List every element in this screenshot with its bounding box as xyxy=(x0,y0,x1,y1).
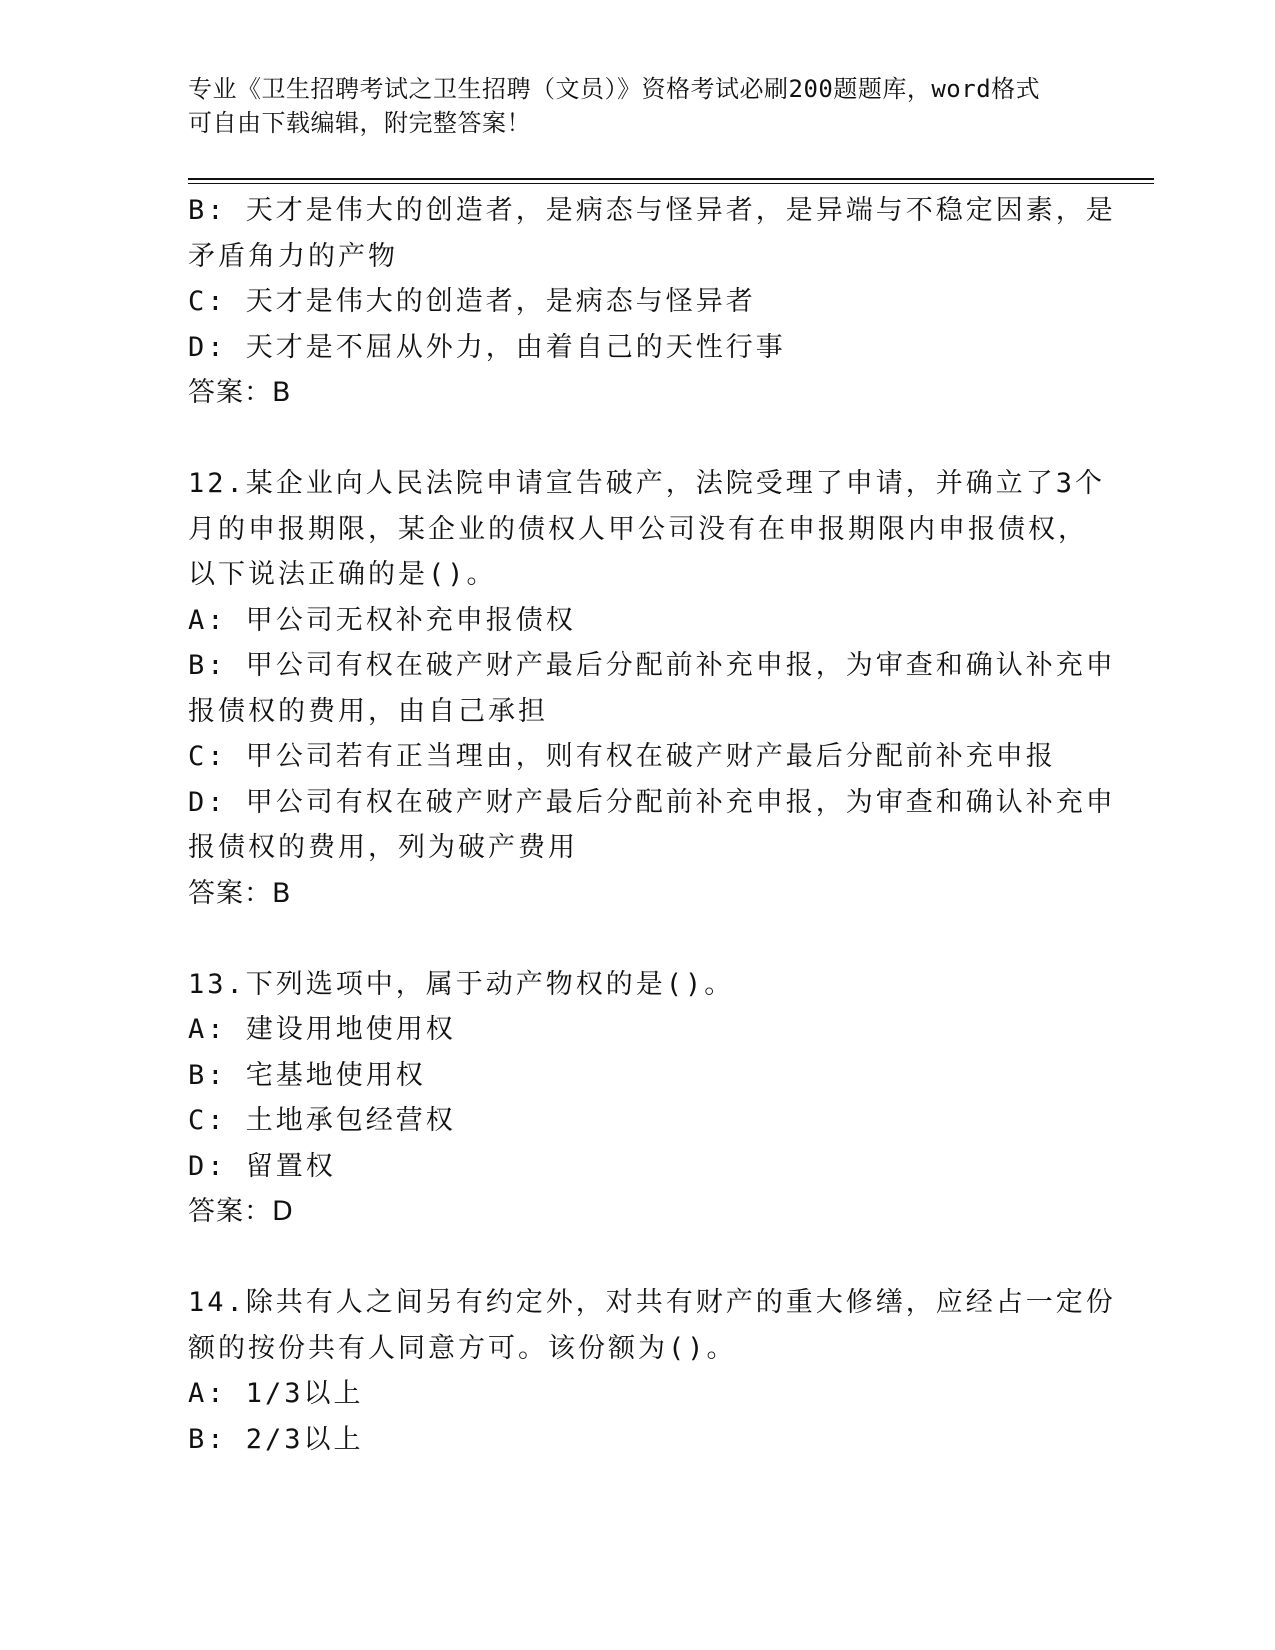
header-title-line-2: 可自由下载编辑，附完整答案！ xyxy=(188,109,531,137)
q12-option-c: C: 甲公司若有正当理由，则有权在破产财产最后分配前补充申报 xyxy=(188,741,1056,772)
q12-stem-line-2: 月的申报期限，某企业的债权人甲公司没有在申报期限内申报债权， xyxy=(188,513,1088,545)
q12-stem-line-1: 12.某企业向人民法院申请宣告破产，法院受理了申请，并确立了3个 xyxy=(188,468,1106,499)
q12-option-d-line-1: D: 甲公司有权在破产财产最后分配前补充申报，为审查和确认补充申 xyxy=(188,786,1116,818)
q14-stem-line-1: 14.除共有人之间另有约定外，对共有财产的重大修缮，应经占一定份 xyxy=(188,1287,1116,1318)
q14-option-a: A: 1/3以上 xyxy=(188,1378,364,1409)
q11-option-c: C: 天才是伟大的创造者，是病态与怪异者 xyxy=(188,286,756,317)
q13-option-d: D: 留置权 xyxy=(188,1150,336,1182)
q13-answer: 答案：D xyxy=(188,1196,294,1227)
spacer xyxy=(188,1235,1088,1281)
document-header xyxy=(188,72,1088,140)
q13-option-b: B: 宅基地使用权 xyxy=(188,1059,426,1091)
q12-option-a: A: 甲公司无权补充申报债权 xyxy=(188,604,576,636)
q13-option-c: C: 土地承包经营权 xyxy=(188,1105,456,1136)
question-content xyxy=(188,188,1116,1462)
q14-stem-line-2: 额的按份共有人同意方可。该份额为()。 xyxy=(188,1332,737,1364)
question-11 xyxy=(188,188,1116,416)
spacer xyxy=(188,916,1088,962)
header-divider xyxy=(188,178,1154,184)
q12-stem-line-3: 以下说法正确的是()。 xyxy=(188,559,497,590)
question-12 xyxy=(188,461,1116,916)
q11-option-d: D: 天才是不屈从外力，由着自己的天性行事 xyxy=(188,331,786,363)
header-title-line-1: 专业《卫生招聘考试之卫生招聘（文员）》资格考试必刷200题题库，word格式 xyxy=(188,75,1041,103)
question-13 xyxy=(188,962,1088,1235)
q11-answer: 答案：B xyxy=(188,377,292,408)
q12-option-b-line-2: 报债权的费用，由自己承担 xyxy=(188,695,548,727)
q12-answer: 答案：B xyxy=(188,877,292,909)
q13-stem: 13.下列选项中，属于动产物权的是()。 xyxy=(188,968,735,1000)
q13-option-a: A: 建设用地使用权 xyxy=(188,1014,456,1045)
q12-option-d-line-2: 报债权的费用，列为破产费用 xyxy=(188,832,578,863)
q14-option-b: B: 2/3以上 xyxy=(188,1423,364,1455)
spacer xyxy=(188,416,1088,462)
q12-option-b-line-1: B: 甲公司有权在破产财产最后分配前补充申报，为审查和确认补充申 xyxy=(188,650,1116,681)
question-14 xyxy=(188,1280,1116,1462)
q11-option-b-line-1: B: 天才是伟大的创造者，是病态与怪异者，是异端与不稳定因素，是 xyxy=(188,195,1116,226)
q11-option-b-line-2: 矛盾角力的产物 xyxy=(188,240,398,272)
